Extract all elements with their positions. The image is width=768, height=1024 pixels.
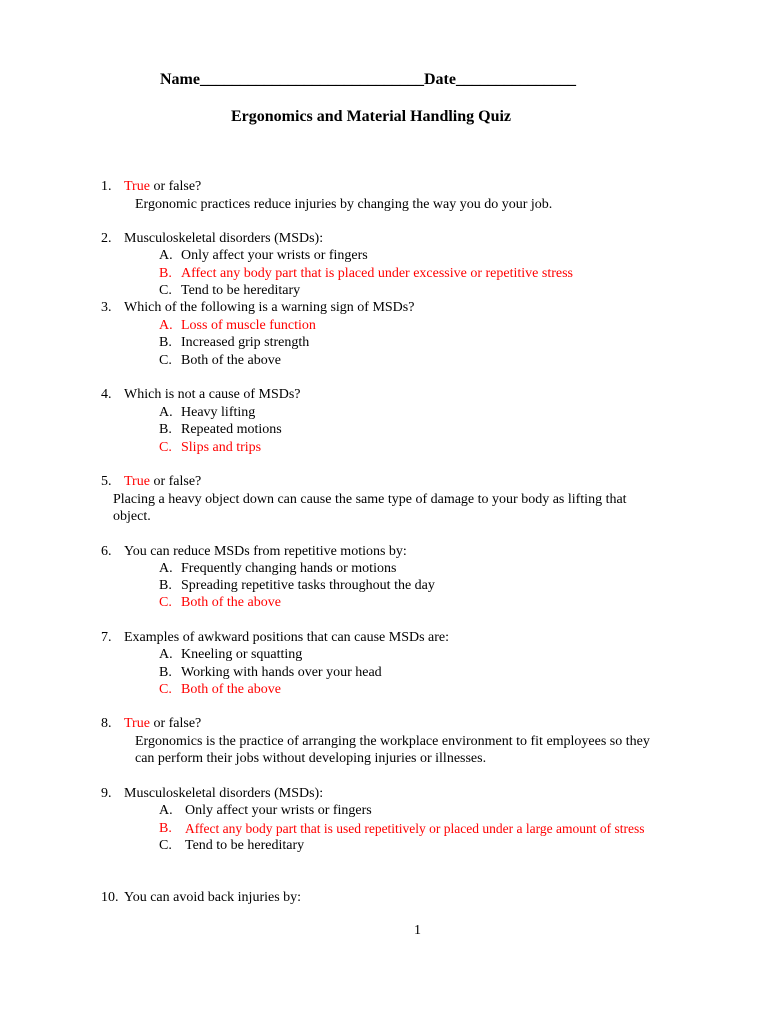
option-b: B. [159,422,172,437]
question-number: 7. [101,630,112,645]
question-number: 9. [101,786,112,801]
option-text-correct: Loss of muscle function [181,318,316,333]
answer-true: True [124,179,150,194]
option-text: Only affect your wrists or fingers [181,248,368,263]
option-text: Kneeling or squatting [181,647,303,662]
answer-true: True [124,716,150,731]
option-b-correct: B. [159,266,172,281]
option-b: B. [159,665,172,680]
option-text-correct: Slips and trips [181,440,262,455]
question-rest: or false? [149,474,202,489]
question-number: 2. [101,231,112,246]
question-number: 1. [101,179,112,194]
question-text [124,178,201,195]
question-text: Musculoskeletal disorders (MSDs): [124,786,324,801]
date-label: Date [423,71,456,88]
question-number: 3. [101,300,112,315]
option-c-correct: C. [159,682,172,697]
page-number: 1 [414,923,421,938]
question-number: 5. [101,474,112,489]
option-c: C. [159,353,172,368]
option-text-correct: Affect any body part that is placed under excessive or repetitive stress [181,266,573,281]
question-text [124,715,201,732]
option-text-correct: Affect any body part that is used repetitively or placed under a large amount of stress [185,821,645,836]
question-number: 8. [101,716,112,731]
question-text: Musculoskeletal disorders (MSDs): [124,231,324,246]
answer-true: True [124,474,150,489]
option-text: Frequently changing hands or motions [181,561,397,576]
question-statement: Ergonomic practices reduce injuries by changing the way you do your job. [135,197,553,212]
option-a: A. [159,803,173,818]
option-b-correct: B. [159,821,172,836]
question-text: Which is not a cause of MSDs? [124,387,301,402]
question-text: You can reduce MSDs from repetitive motions by: [124,544,407,559]
option-text-correct: Both of the above [181,595,281,610]
question-number: 6. [101,544,112,559]
question-number: 4. [101,387,112,402]
page-title: Ergonomics and Material Handling Quiz [231,108,512,125]
name-label: Name [160,71,200,88]
option-text: Repeated motions [181,422,282,437]
option-c: C. [159,283,172,298]
question-statement: object. [113,509,151,524]
question-rest: or false? [149,179,202,194]
question-text: Examples of awkward positions that can cause MSDs are: [124,630,450,645]
option-text: Tend to be hereditary [185,838,305,853]
name-field[interactable]: ____________________________ [199,71,424,88]
option-c-correct: C. [159,595,172,610]
question-rest: or false? [149,716,202,731]
option-a [159,247,173,264]
question-number: 10. [101,890,119,905]
name-date-line [160,70,576,89]
option-b: B. [159,578,172,593]
option-text: Tend to be hereditary [181,283,301,298]
option-c: C. [159,838,172,853]
option-letter: A. [159,248,173,263]
option-a: A. [159,647,173,662]
option-a: A. [159,561,173,576]
option-a-correct: A. [159,318,173,333]
option-c-correct: C. [159,440,172,455]
question-statement: can perform their jobs without developing injuries or illnesses. [135,751,487,766]
option-text-correct: Both of the above [181,682,281,697]
question-text: You can avoid back injuries by: [124,890,302,905]
option-a: A. [159,405,173,420]
question-statement: Placing a heavy object down can cause the same type of damage to your body as lifting that [113,492,627,507]
option-text: Only affect your wrists or fingers [185,803,372,818]
option-text: Both of the above [181,353,281,368]
option-text: Increased grip strength [181,335,310,350]
date-field[interactable]: _______________ [455,71,576,88]
option-b: B. [159,335,172,350]
option-text: Working with hands over your head [181,665,382,680]
question-text [124,473,201,490]
option-text: Spreading repetitive tasks throughout the day [181,578,435,593]
question-text: Which of the following is a warning sign of MSDs? [124,300,415,315]
option-text: Heavy lifting [181,405,256,420]
question-statement: Ergonomics is the practice of arranging the workplace environment to fit employees so they [135,734,650,749]
